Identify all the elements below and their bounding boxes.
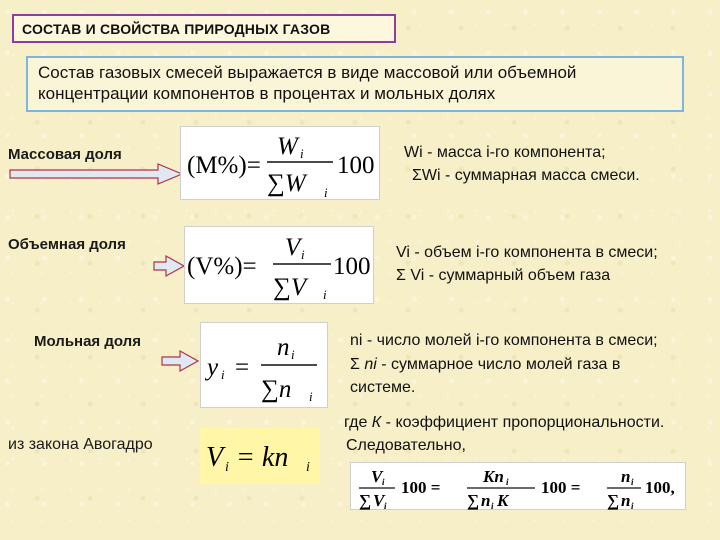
volume-arrow-icon <box>152 254 186 278</box>
molar-formula-lhs: y <box>207 354 219 381</box>
avogadro-note-k: К <box>371 414 382 431</box>
molar-note-2 <box>350 354 620 376</box>
final-frac2-den-sub: i <box>491 501 494 511</box>
avogadro-label: из закона Авогадро <box>8 436 153 453</box>
mass-formula-den-subscript: i <box>324 185 328 200</box>
volume-formula-numerator: V <box>285 234 301 261</box>
final-equality-formula <box>350 462 686 510</box>
final-frac1-den-sub: i <box>384 501 387 511</box>
final-frac3-num: n <box>621 467 631 486</box>
avogadro-note-pre: где <box>344 414 372 431</box>
mass-formula-num-subscript: i <box>300 146 304 161</box>
mass-fraction-formula <box>180 126 380 200</box>
volume-formula-lhs: (V%)= <box>187 253 257 280</box>
avogadro-note-rest: - коэффициент пропорциональности. <box>381 414 665 431</box>
mass-arrow-icon <box>8 162 184 186</box>
intro-line-2: концентрации компонентов в процентах и мольных долях <box>38 84 496 103</box>
molar-formula-lhs-subscript: i <box>221 367 225 382</box>
intro-line-1: Состав газовых смесей выражается в виде массовой или объемной <box>38 63 577 82</box>
volume-formula-den-subscript: i <box>323 287 327 302</box>
final-100c: 100, <box>645 478 675 497</box>
mass-note-2: ΣWi - суммарная масса смеси. <box>412 167 640 184</box>
mass-formula-numerator: W <box>277 133 298 160</box>
mass-note-1: Wi - масса i-го компонента; <box>404 144 606 161</box>
final-100a: 100 = <box>401 478 441 497</box>
avogadro-note-1 <box>344 412 664 434</box>
volume-note-1: Vi - объем i-го компонента в смеси; <box>396 244 658 261</box>
intro-text-box <box>26 56 684 112</box>
avogadro-formula-rhs: = kn <box>236 442 289 473</box>
avogadro-formula-lhs: V <box>206 442 224 473</box>
molar-fraction-formula <box>200 322 328 408</box>
volume-formula-100: 100 <box>333 253 371 280</box>
molar-note-1: ni - число молей i-го компонента в смеси; <box>350 332 658 349</box>
molar-note-2-ni: ni <box>364 356 377 373</box>
avogadro-formula <box>200 428 320 484</box>
mass-formula-lhs: (M%)= <box>187 152 261 179</box>
final-frac1-den: V <box>373 491 385 510</box>
final-frac2-num: Kn <box>483 467 504 486</box>
slide-title: СОСТАВ И СВОЙСТВА ПРИРОДНЫХ ГАЗОВ <box>12 14 396 43</box>
final-100b: 100 = <box>541 478 581 497</box>
avogadro-note-2: Следовательно, <box>346 437 466 454</box>
molar-formula-num-subscript: i <box>291 347 295 362</box>
avogadro-formula-lhs-subscript: i <box>225 460 229 475</box>
molar-note-2-rest: - суммарное число молей газа в <box>376 356 621 373</box>
molar-note-2-sum: Σ <box>350 356 365 373</box>
final-frac2-den-n: n <box>481 491 491 510</box>
molar-fraction-label: Мольная доля <box>34 333 141 350</box>
mass-formula-100: 100 <box>337 152 375 179</box>
volume-note-2: Σ Vi - суммарный объем газа <box>396 267 611 284</box>
molar-formula-numerator: n <box>277 334 290 361</box>
volume-formula-num-subscript: i <box>301 247 305 262</box>
final-frac1-num-sub: i <box>382 477 385 487</box>
final-frac3-den: n <box>621 491 631 510</box>
mass-formula-denominator: ∑W <box>267 170 306 197</box>
final-frac2-sum: ∑ <box>467 491 480 510</box>
final-frac3-num-sub: i <box>631 477 634 487</box>
final-frac1-sum: ∑ <box>359 491 372 510</box>
final-frac2-num-sub: i <box>506 477 509 487</box>
molar-arrow-icon <box>160 349 200 373</box>
final-frac3-den-sub: i <box>631 501 634 511</box>
molar-note-3: системе. <box>350 379 416 396</box>
molar-formula-equals: = <box>235 354 250 381</box>
molar-formula-denominator: ∑n <box>261 376 292 403</box>
final-frac3-sum: ∑ <box>607 491 620 510</box>
avogadro-formula-rhs-subscript: i <box>306 460 310 475</box>
mass-fraction-label: Массовая доля <box>8 146 122 163</box>
final-frac2-den-k: K <box>497 491 509 510</box>
molar-formula-den-subscript: i <box>309 389 313 404</box>
volume-formula-denominator: ∑V <box>273 274 307 301</box>
final-frac1-num: V <box>371 467 383 486</box>
volume-fraction-label: Объемная доля <box>8 236 126 253</box>
volume-fraction-formula <box>184 226 374 304</box>
